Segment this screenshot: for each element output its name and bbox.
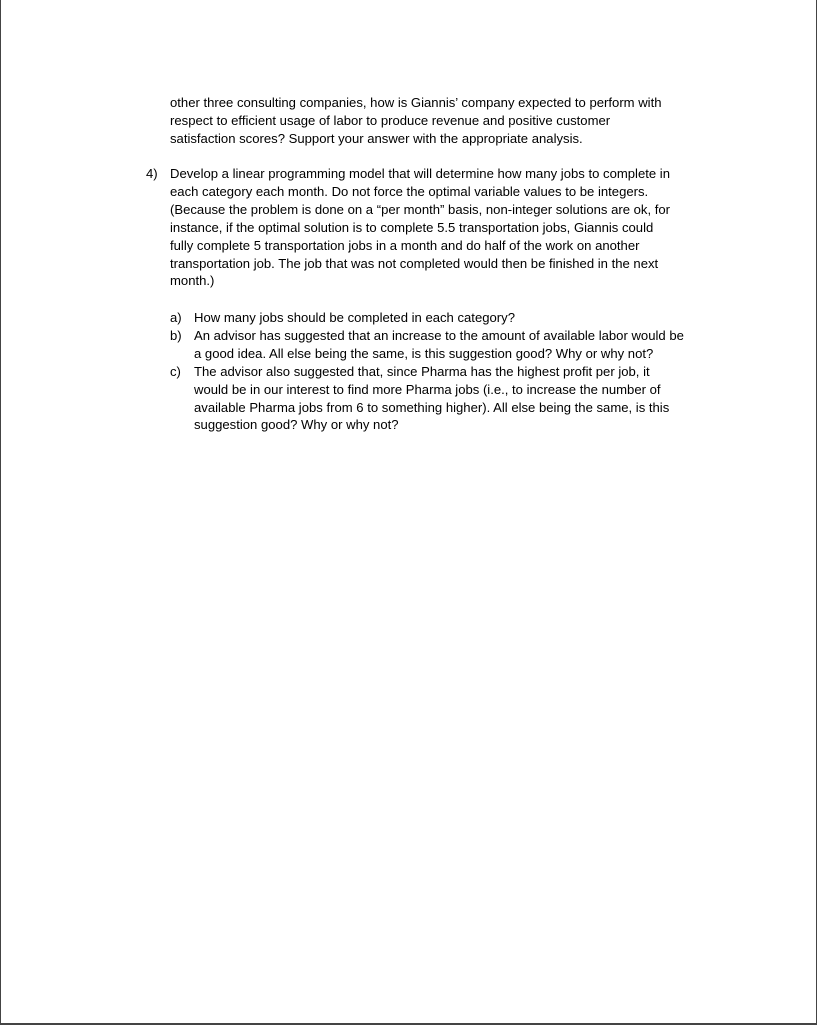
text-line: An advisor has suggested that an increase to the amount of available labor would be [194, 327, 684, 343]
text-line: respect to efficient usage of labor to produce revenue and positive customer [170, 112, 611, 128]
text-line: other three consulting companies, how is Giannis’ company expected to perform with [170, 95, 662, 110]
text-line: month.) [170, 273, 215, 289]
text-line: instance, if the optimal solution is to complete 5.5 transportation jobs, Giannis could [170, 219, 654, 235]
subquestion-text [194, 309, 684, 327]
text-line: (Because the problem is done on a “per month” basis, non-integer solutions are ok, for [170, 201, 671, 217]
subquestion-letter: b) [170, 327, 182, 343]
question-number: 4) [146, 166, 158, 181]
text-line: suggestion good? Why or why not? [194, 417, 399, 433]
text-line: available Pharma jobs from 6 to something higher). All else being the same, is this [194, 399, 670, 415]
subquestion-c [170, 363, 684, 435]
text-line: would be in our interest to find more Pharma jobs (i.e., to increase the number of [194, 381, 661, 397]
text-line: The advisor also suggested that, since Pharma has the highest profit per job, it [194, 363, 650, 379]
subquestion-text [194, 363, 684, 435]
subquestion-text [194, 327, 684, 363]
text-line: each category each month. Do not force the optimal variable values to be integers. [170, 183, 649, 199]
text-line: satisfaction scores? Support your answer with the appropriate analysis. [170, 130, 583, 146]
subquestion-a [170, 309, 684, 327]
subquestion-b [170, 327, 684, 363]
text-line: a good idea. All else being the same, is this suggestion good? Why or why not? [194, 345, 654, 361]
question-body [170, 165, 670, 290]
subquestion-letter: c) [170, 363, 181, 379]
continuation-paragraph [170, 94, 662, 148]
subquestion-letter: a) [170, 310, 182, 325]
subquestion-list [170, 309, 684, 434]
text-line: Develop a linear programming model that will determine how many jobs to complete in [170, 166, 670, 181]
text-line: fully complete 5 transportation jobs in a month and do half of the work on another [170, 237, 640, 253]
text-line: transportation job. The job that was not completed would then be finished in the next [170, 255, 659, 271]
text-line: How many jobs should be completed in each category? [194, 310, 515, 325]
